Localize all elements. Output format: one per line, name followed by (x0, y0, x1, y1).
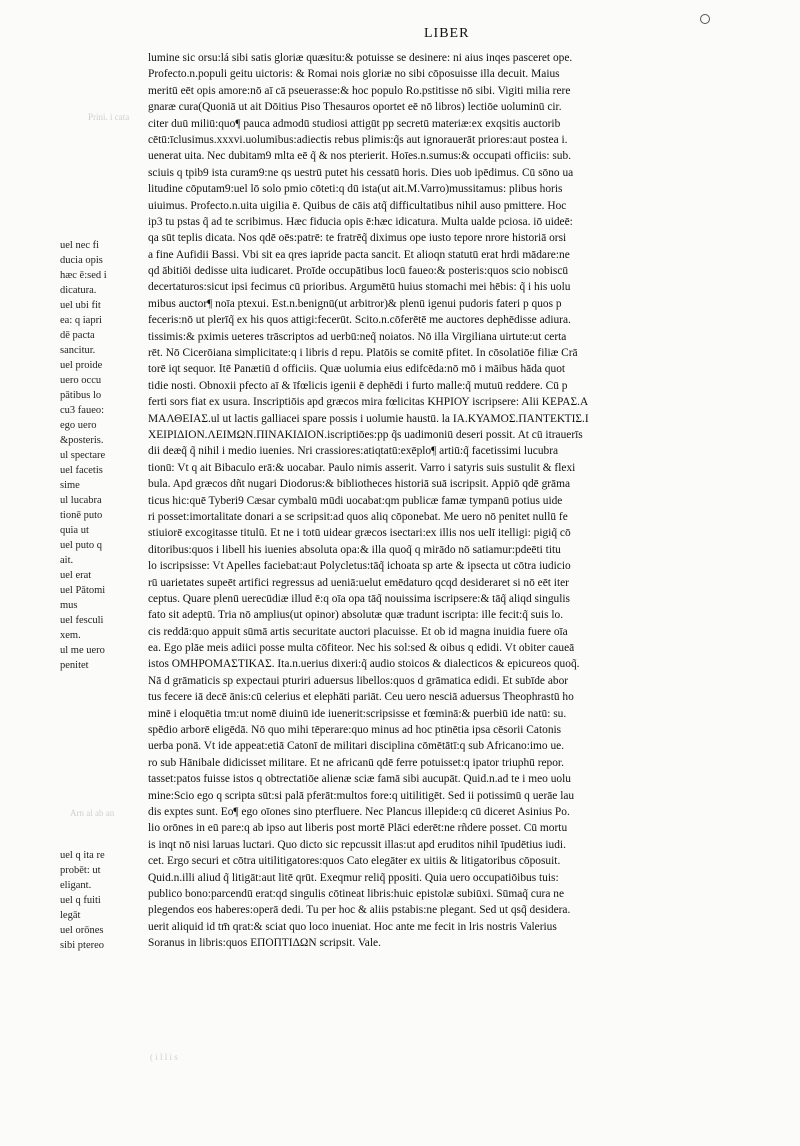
text-line: tidie nosti. Obnoxii pfecto aī & īfœlicis igenii ē dephēdi i furto malle:q̃ mutuū reddere. Cū p (148, 379, 568, 392)
page-header-title: LIBER (424, 26, 470, 41)
margin-note-line: uel erat (60, 570, 92, 581)
text-line: plegendos eos haberes:operā dedi. Tu per hoc & aliis pstabis:ne plegant. Sed ut qsq̃ desidera. (148, 904, 571, 917)
margin-note-line: legāt (60, 910, 81, 921)
margin-notes-group-1 (60, 238, 144, 673)
text-line: ΧΕΙΡΙΔΙΟΝ.ΛΕΙΜΩΝ.ΠΙΝΑΚΙΔΙΟΝ.iscriptiōes:pp q̃s uadimoniū deseri possit. At cū itrauerīs (148, 428, 583, 441)
margin-note-line: uel puto q (60, 540, 102, 551)
text-line: uenerat uita. Nec dubitam9 mlta eē q̃ & nos pterierit. Hoīes.n.sumus:& occupati officiis: sub. (148, 150, 572, 163)
text-line: Profecto.n.populi geitu uictoris: & Romai nois gloriæ no sibi cōposuisse illa decuit. Maius (148, 68, 560, 81)
margin-note-line: quia ut (60, 525, 89, 536)
margin-note-line: ul spectare (60, 450, 106, 461)
margin-note-line: ea: q iapri (60, 315, 102, 326)
text-line: sciuis q tpib9 ista curam9:ne qs uestrū putet his cessatū horis. Dies uob ipēdimus. Cū sōno ua (148, 166, 574, 179)
text-line: qa sūt teplis dicata. Nos qdē oēs:patrē: te fratrēq̃ diximus ope iusto tepore nrore historiā orsi (148, 232, 567, 245)
text-line: dis exptes sunt. Eo¶ ego oīones sino pterfluere. Nec Plancus illepide:q cū diceret Asinius Po. (148, 805, 570, 818)
margin-note-line: pātibus lo (60, 390, 102, 401)
text-line: lio orōnes in eū pare:q ab ipso aut liberis post mortē Plāci ederēt:ne rñdere posset. Cū mortu (148, 822, 568, 835)
text-line: ea. Ego plāe meis adiici posse multa cōfiteor. Nec his sol:sed & oibus q edidi. Vt obiter caueā (148, 642, 575, 655)
text-line: istos ΟΜΗΡΟΜΑΣΤΙΚΑΣ. Ita.n.uerius dixeri:q̃ audio stoicos & dialecticos & epicureos quoq̃. (148, 658, 580, 671)
margin-note-line: mus (60, 600, 78, 611)
text-line: minē i eloquētia tm:ut nomē diuinū ide iuenerit:scripsisse et fœminā:& puerbiū ide natū: su. (148, 707, 567, 720)
text-line: torē iqt sequor. Itē Panætiū d officiis. Quæ uolumia eius edifcēda:nō mō i māibus hāda quot (148, 363, 566, 376)
margin-note-line: dicatura. (60, 285, 97, 296)
text-line: uerit aliquid id tm̄ qrat:& sciat quo loco inueniat. Hoc ante me fecit in lris nostris Valerius (148, 920, 557, 933)
margin-note-line: ait. (60, 555, 74, 566)
margin-note-line: &posteris. (60, 435, 104, 446)
margin-note-line: hæc ē:sed i (60, 270, 107, 281)
text-line: feceris:nō ut plerīq̃ ex his quos attigi:fecerūt. Scito.n.cōferētē me auctores dephēdisse adiura. (148, 314, 571, 327)
margin-note-line: xem. (60, 630, 81, 641)
margin-note-line: cu3 faueo: (60, 405, 105, 416)
margin-note-line: uel proide (60, 360, 103, 371)
text-line: ferti sors fiat ex usura. Inscriptiōis apd græcos mira fœlicitas ΚΗΡΙΟΥ iscripsere: Alii ΚΕΡΑΣ.Α (148, 396, 589, 409)
margin-note-line: dē pacta (60, 330, 95, 341)
margin-note-line: ul me uero (60, 645, 105, 656)
text-line: lo iscripsisse: Vt Apelles faciebat:aut Polycletus:tāq̃ ichoata sp arte & ipsecta ut cōtra iudicio (148, 560, 571, 573)
margin-notes-group-2 (60, 848, 144, 953)
text-line: fato sit adeptū. Tria nō amplius(ut opinor) absolutæ quæ tradunt iscripta: ille fecit:q̃ suis lo. (148, 609, 564, 622)
margin-note-line: uel orōnes (60, 925, 104, 936)
text-line: publico bono:parcendū erat:qd singulis cōtineat libris:huic epistolæ subiūxi. Sūmaq̃ cura ne (148, 887, 564, 900)
text-line: is inqt nō nisi laruas luctari. Quo dicto sic repcussit illas:ut apd eruditos nihil īpudētius iudi. (148, 838, 566, 851)
text-line: Nā d grāmaticis sp expectaui pturiri aduersus libellos:quos d grāmatica edidi. Et subīde abor (148, 674, 569, 687)
margin-note-line: uel facetis (60, 465, 103, 476)
text-line: meritū eēt opis amore:nō aī cā pseuerasse:& hoc populo Ro.pstitisse nō sibi. Vigiti milia rere (148, 84, 571, 97)
text-line: tissimis:& pximis ueteres trāscriptos ad uerbū:neq̃ noiatos. Nō illa Virgiliana uirtute:ut certa (148, 330, 567, 343)
text-line: uerba ponā. Vt ide appeat:etiā Catonī de militari disciplina cōmētātī:q sub Africano:imo ue. (148, 740, 565, 753)
margin-note-line: sancitur. (60, 345, 96, 356)
margin-note-line: ul lucabra (60, 495, 102, 506)
text-line: tus fecere iā decē ānis:cū celerius et elephāti pariāt. Ceu uero nesciā aduersus Theophrastū ho (148, 691, 574, 704)
text-line: stiuiorē excogitasse titulū. Et ne i totū uidear græcos isectari:ex illis nos uelī itelligi: pigiq̃ cō (148, 527, 571, 540)
text-line: Quid.n.illi aliud q̃ litigāt:aut litē qrūt. Exeqmur reliq̃ ppositi. Quia uero occupatiōibus tuis: (148, 871, 559, 884)
text-line: decertaturos:sicut ipsi fecimus cū prioribus. Argumētū huius stomachi mei hēbis: q̃ i his uolu (148, 281, 571, 294)
margin-note-line: sibi ptereo (60, 940, 105, 951)
text-line: mine:Scio ego q scripta sūt:si palā pferāt:multos fore:q uitilitigēt. Sed ii potissimū q uerāe lau (148, 789, 575, 802)
margin-note-line: probēt: ut (60, 865, 101, 876)
margin-note-line: uel ubi fit (60, 300, 101, 311)
text-line: cis reddā:quo appuit sūmā artis securitate auctori placuisse. Et ob id magna inuidia fuere oīa (148, 625, 568, 638)
margin-faint-middle: Arn al ab an (70, 808, 115, 818)
text-line: litudine cōputam9:uel lō solo pmio cōteti:q dū ista(ut ait.M.Varro)mussitamus: plibus horis (148, 183, 563, 196)
text-line: Soranus in libris:quos ΕΠΟΠΤΙΔΩΝ scripsit. Vale. (148, 937, 381, 950)
margin-note-line: ducia opis (60, 255, 103, 266)
text-line: rū uarietates supeēt artifici regressus ad ueniā:uelut emēdaturo qcqd desideraret si nō eēt iter (148, 576, 569, 589)
margin-faint-bottom: ( i l l i s (150, 1052, 178, 1062)
text-line: tionū: Vt q ait Bibaculo erā:& uocabar. Paulo nimis asserit. Varro i satyris suis sustulit & flexi (148, 461, 576, 474)
text-line: gnaræ cura(Quoniā ut ait Dōitius Piso Thesauros oportet eē nō libros) lectiōe uoluminū cir. (148, 101, 562, 114)
text-line: lumine sic orsu:lá sibi satis gloriæ quæsitu:& potuisse se desinere: ni aius inqes pasceret ope. (148, 52, 573, 64)
margin-note-line: uel q ita re (60, 850, 105, 861)
text-line: ri posset:imortalitate donari a se scripsit:ad quos aliq cōponebat. Me uero nō penitet nullū fe (148, 510, 568, 523)
text-line: ceptus. Quare plenū uerecūdiæ illud ē:q oīa opa tāq̃ nouissima iscripsere:& tāq̃ aliqd singulis (148, 592, 570, 605)
margin-faint-top: Prini. i cata (88, 112, 130, 122)
text-line: cet. Ergo securi et cōtra uitilitigatores:quos Cato elegāter ex uitiis & litigatoribus cōposuit. (148, 855, 561, 868)
margin-note-line: eligant. (60, 880, 92, 891)
text-line: bula. Apd græcos dñt nugari Diodorus:& bibliotheces historiā suā iscripsit. Appiō qdē grāma (148, 478, 571, 491)
margin-note-line: uel Pātomi (60, 585, 106, 596)
text-line: uiuimus. Profecto.n.uita uigilia ē. Quibus de cāis atq̃ difficultatibus nihil auso pmittere. Hoc (148, 199, 567, 212)
text-line: mibus auctor¶ noīa ptexui. Est.n.benignū(ut arbitror)& plenū igenui pudoris fateri p quos p (148, 297, 562, 310)
text-line: dii deæq̃ q̃ nihil i medio iuenies. Nri crassiores:atiqtatū:exēplo¶ artiū:q̃ facetissimi lucubra (148, 445, 559, 458)
text-line: ip3 tu pstas q̃ ad te scribimus. Hæc fiducia opis ē:hæc idicatura. Multa ualde pciosa. iō uideē: (148, 215, 573, 228)
text-line: rēt. Nō Cicerōiana simplicitate:q i libris d repu. Platōis se comitē pfitet. In cōsolatiōe filiæ Crā (148, 347, 578, 360)
text-line: spēdio arborē eligēdā. Nō quo mihi tēperare:quo minus ad hoc ptinētia ipsa cēsorii Catonis (148, 724, 562, 737)
text-line: ro sub Hānibale didicisset militare. Et ne africanū qdē ferre potuisset:q ipator triuphū repor. (148, 756, 564, 769)
text-line: a fine Aufidii Bassi. Vbi sit ea qres iapride pacta sancit. Et alioqn statutū erat hrdi mādare:ne (148, 248, 570, 261)
margin-note-line: uero occu (60, 375, 102, 386)
margin-note-line: penitet (60, 660, 89, 671)
margin-note-line: tionē puto (60, 510, 103, 521)
margin-note-line: sime (60, 480, 80, 491)
text-line: citer duū miliū:quo¶ pauca admodū studiosi attigūt pp secretū materiæ:ex exqsitis auctorib (148, 117, 561, 130)
text-line: ditoribus:quos i libell his iuenies absoluta opa:& illa quoq̃ q mirādo nō satiamur:pdeēti titu (148, 543, 561, 556)
text-line: ΜΑΛΘΕΙΑΣ.ul ut lactis galliacei spare possis i uolumie haustū. la IA.ΚΥΑΜΟΣ.ΠΑΝΤΕΚΤΙΣ.Ι (148, 412, 589, 425)
margin-note-line: uel fesculi (60, 615, 104, 626)
text-line: tasset:patos fuisse istos q obtrectatiōe alienæ sciæ famā sibi aucupāt. Quid.n.ad te i meo uolu (148, 773, 571, 786)
margin-note-line: uel nec fi (60, 240, 100, 251)
corner-circle-mark (700, 14, 710, 24)
margin-note-line: uel q fuiti (60, 895, 101, 906)
text-line: cētū:īclusimus.xxxvi.uolumibus:adiectis rebus plimis:q̃s aut ignorauerāt priores:aut postea i. (148, 133, 568, 146)
text-line: ticus hic:quē Tyberi9 Cæsar cymbalū mūdi uocabat:qm publicæ famæ tympanū potius uide (148, 494, 563, 507)
margin-note-line: ego uero (60, 420, 97, 431)
text-line: qd ābitiōi dedisse uita iudicaret. Proīde occupātibus locū faueo:& posteris:quos scio nobiscū (148, 265, 569, 278)
main-text-block (148, 50, 780, 951)
